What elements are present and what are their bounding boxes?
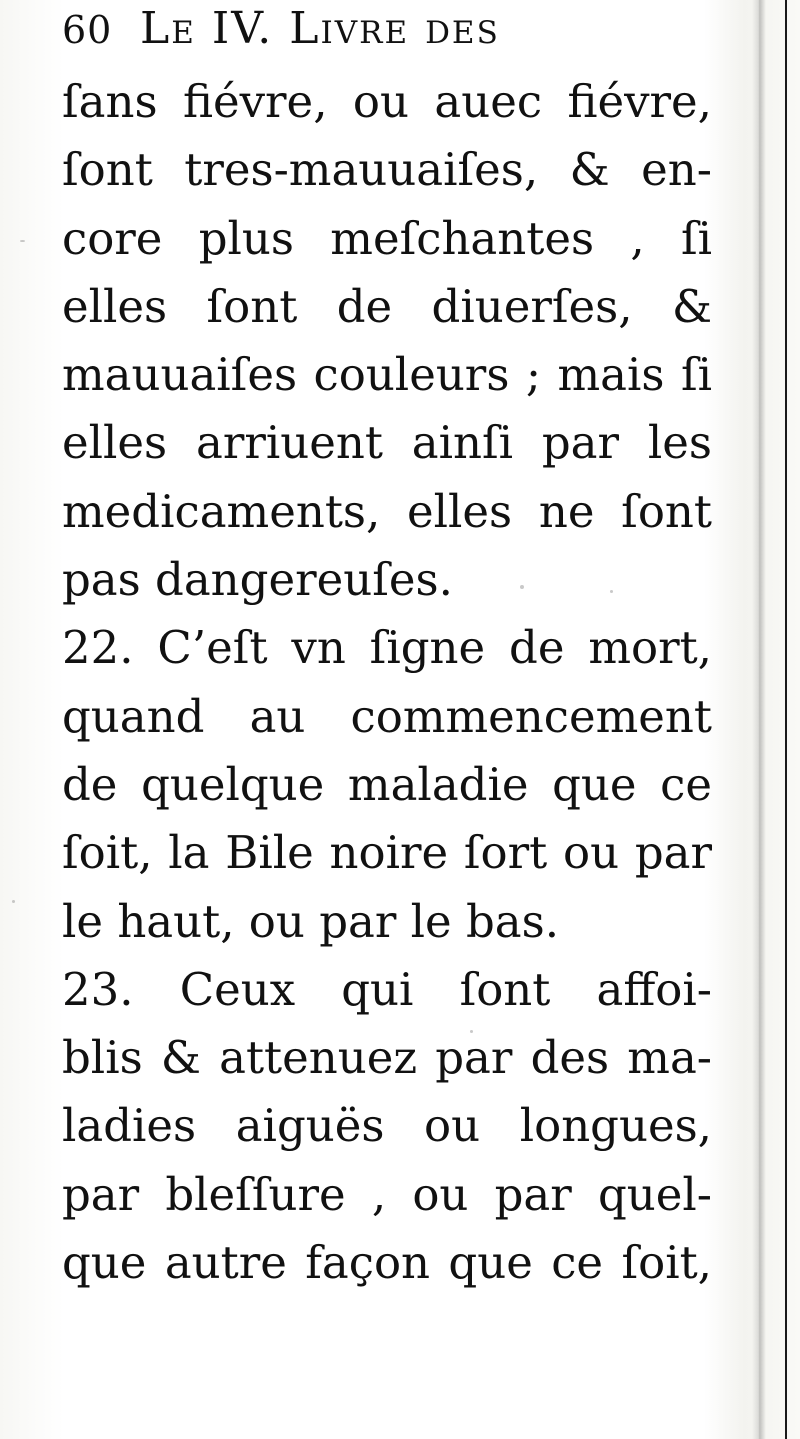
- running-title: Le IV. Livre des: [140, 3, 500, 54]
- text-line: ladies aiguës ou longues,: [62, 1099, 712, 1153]
- ink-speck: [520, 585, 524, 589]
- text-line: elles ſont de diuerſes, &: [62, 279, 712, 333]
- text-line: par bleſſure , ou par quel-: [62, 1167, 712, 1221]
- ink-speck: [20, 240, 25, 242]
- gutter-shadow: [752, 0, 766, 1439]
- page-edge-line: [785, 0, 787, 1439]
- text-line: ſoit, la Bile noire ſort ou par: [62, 826, 712, 880]
- text-line: de quelque maladie que ce: [62, 757, 712, 811]
- text-line: ſont tres-mauuaiſes, & en-: [62, 143, 712, 197]
- body-text: [62, 68, 712, 1297]
- text-line: le haut, ou par le bas.: [62, 894, 559, 948]
- ink-speck: [470, 1030, 473, 1033]
- aphorism-22-start: 22. C’eſt vn ſigne de mort,: [62, 621, 712, 675]
- aphorism-23-start: 23. Ceux qui ſont affoi-: [62, 962, 712, 1016]
- text-line: ſans fiévre, ou auec fiévre,: [62, 75, 712, 128]
- text-line: core plus meſchantes , ſi: [62, 211, 712, 265]
- ink-speck: [12, 900, 15, 903]
- text-line: pas dangereuſes.: [62, 553, 453, 607]
- text-line: que autre façon que ce ſoit,: [62, 1236, 712, 1290]
- text-line: medicaments, elles ne ſont: [62, 484, 712, 538]
- text-line: blis & attenuez par des ma-: [62, 1031, 712, 1085]
- text-line: elles arriuent ainſi par les: [62, 416, 712, 470]
- running-header: [62, 2, 722, 56]
- text-line: quand au commencement: [62, 689, 712, 743]
- page-number: 60: [62, 8, 113, 52]
- ink-speck: [610, 590, 613, 593]
- text-line: mauuaiſes couleurs ; mais ſi: [62, 348, 712, 402]
